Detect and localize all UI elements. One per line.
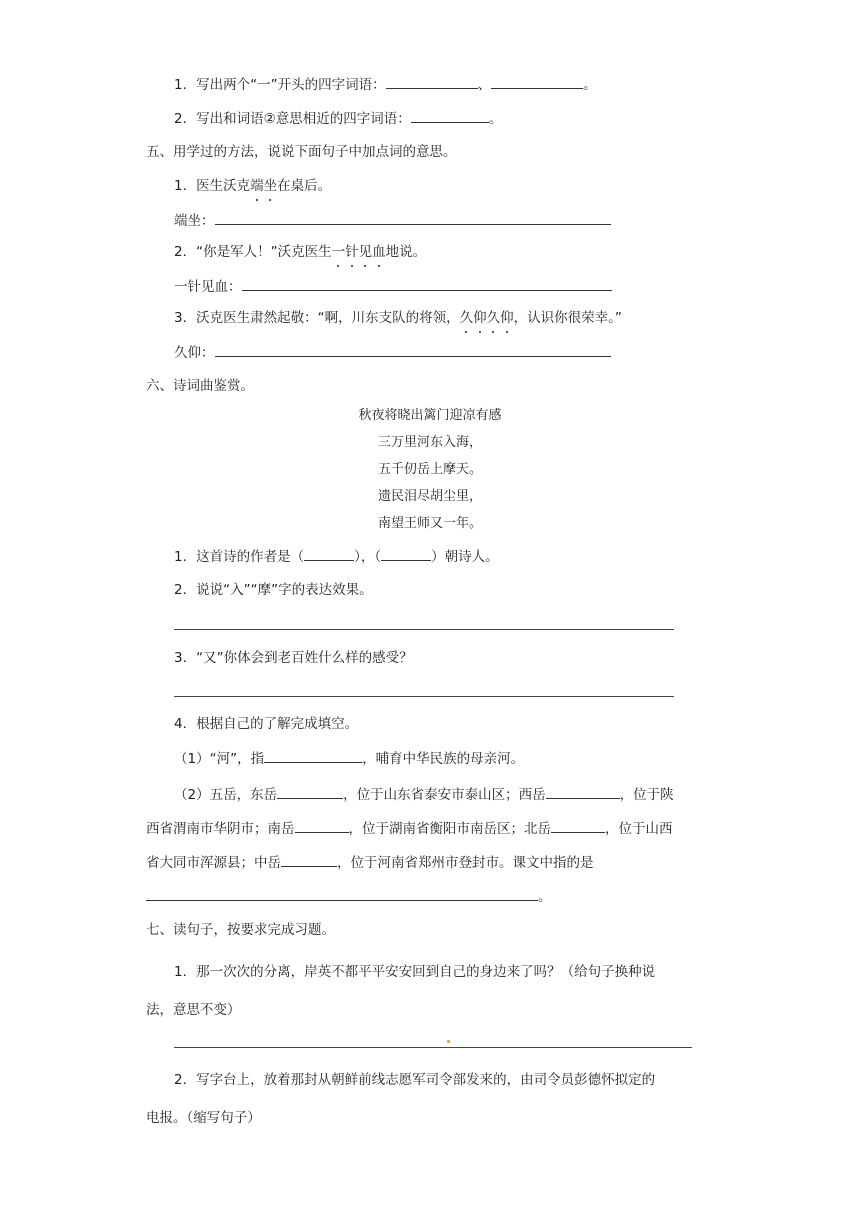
question-6-4-2-end: 。	[146, 886, 552, 907]
answer-blank[interactable]	[381, 546, 431, 561]
answer-blank[interactable]	[304, 546, 354, 561]
poem-line: 五千仞岳上摩天。	[377, 462, 482, 477]
question-7-2-cont: 电报。（缩写句子）	[146, 1110, 261, 1126]
question-7-2: 2．写字台上，放着那封从朝鲜前线志愿军司令部发来的，由司令员彭德怀拟定的	[174, 1072, 656, 1088]
answer-blank[interactable]	[264, 748, 362, 763]
poem-title: 秋夜将晓出篱门迎凉有感	[358, 408, 502, 423]
dotted-char: 坐	[263, 178, 278, 194]
poem-line: 三万里河东入海，	[377, 435, 482, 450]
dotted-char: 针	[345, 244, 359, 260]
answer-line[interactable]	[215, 342, 611, 357]
answer-blank[interactable]	[546, 784, 620, 799]
question-7-1-cont: 法，意思不变）	[146, 1002, 241, 1018]
dotted-char: 端	[250, 178, 264, 194]
question-6-4-2-cont: 西省渭南市华阴市；南岳 ，位于湖南省衡阳市南岳区；北岳 ，位于山西	[146, 818, 673, 839]
poem-line: 遗民泪尽胡尘里，	[377, 489, 482, 504]
answer-blank[interactable]	[146, 886, 538, 901]
dotted-char: 仰	[500, 310, 514, 326]
answer-5-2: 一针见血：	[174, 276, 612, 297]
question-6-4-2-cont: 省大同市浑源县；中岳 ，位于河南省郑州市登封市。课文中指的是	[146, 852, 594, 873]
answer-blank[interactable]	[281, 852, 337, 867]
dotted-char: 血	[372, 244, 386, 260]
answer-blank[interactable]	[295, 818, 349, 833]
answer-blank[interactable]	[277, 784, 343, 799]
question-4-1: 1．写出两个“一”开头的四字词语： 、 。	[174, 74, 597, 95]
marker-dot	[447, 1040, 450, 1043]
dotted-char: 仰	[473, 310, 487, 326]
dotted-char: 一	[331, 244, 346, 260]
answer-5-3: 久仰：	[174, 342, 611, 363]
question-6-1: 1．这首诗的作者是（ ），（ ）朝诗人。	[174, 546, 499, 567]
answer-blank[interactable]	[551, 818, 605, 833]
dotted-char: 见	[358, 244, 373, 260]
answer-blank[interactable]	[411, 108, 489, 123]
section-5-title: 五、用学过的方法，说说下面句子中加点词的意思。	[146, 144, 457, 160]
dotted-char: 久	[486, 310, 501, 326]
question-5-1: 1．医生沃克端坐在桌后。	[174, 178, 332, 194]
question-5-2: 2．“你是军人！”沃克医生一针见血地说。	[174, 244, 427, 260]
question-7-1: 1．那一次次的分离，岸英不都平平安安回到自己的身边来了吗？（给句子换种说	[174, 964, 656, 980]
question-6-4: 4．根据自己的了解完成填空。	[174, 716, 359, 732]
answer-blank[interactable]	[491, 74, 583, 89]
question-6-2: 2．说说“入”“摩”字的表达效果。	[174, 582, 373, 598]
answer-line[interactable]	[174, 629, 674, 630]
question-5-3: 3．沃克医生肃然起敬：“啊，川东支队的将领，久仰久仰，认识你很荣幸。”	[174, 310, 622, 326]
section-7-title: 七、读句子，按要求完成习题。	[146, 922, 335, 938]
question-6-4-2: （2）五岳，东岳 ，位于山东省泰安市泰山区；西岳 ，位于陕	[174, 784, 674, 805]
answer-line[interactable]	[174, 696, 674, 697]
answer-5-1: 端坐：	[174, 210, 611, 231]
section-6-title: 六、诗词曲鉴赏。	[146, 378, 254, 394]
answer-line[interactable]	[215, 210, 611, 225]
poem-line: 南望王师又一年。	[377, 516, 482, 531]
answer-line[interactable]	[242, 276, 612, 291]
answer-line[interactable]	[174, 1047, 692, 1048]
question-6-3: 3．“又”你体会到老百姓什么样的感受？	[174, 650, 413, 666]
dotted-char: 久	[459, 310, 474, 326]
question-4-2: 2．写出和词语②意思相近的四字词语： 。	[174, 108, 502, 129]
answer-blank[interactable]	[386, 74, 478, 89]
question-6-4-1: （1）“河”，指 ，哺育中华民族的母亲河。	[174, 748, 524, 769]
